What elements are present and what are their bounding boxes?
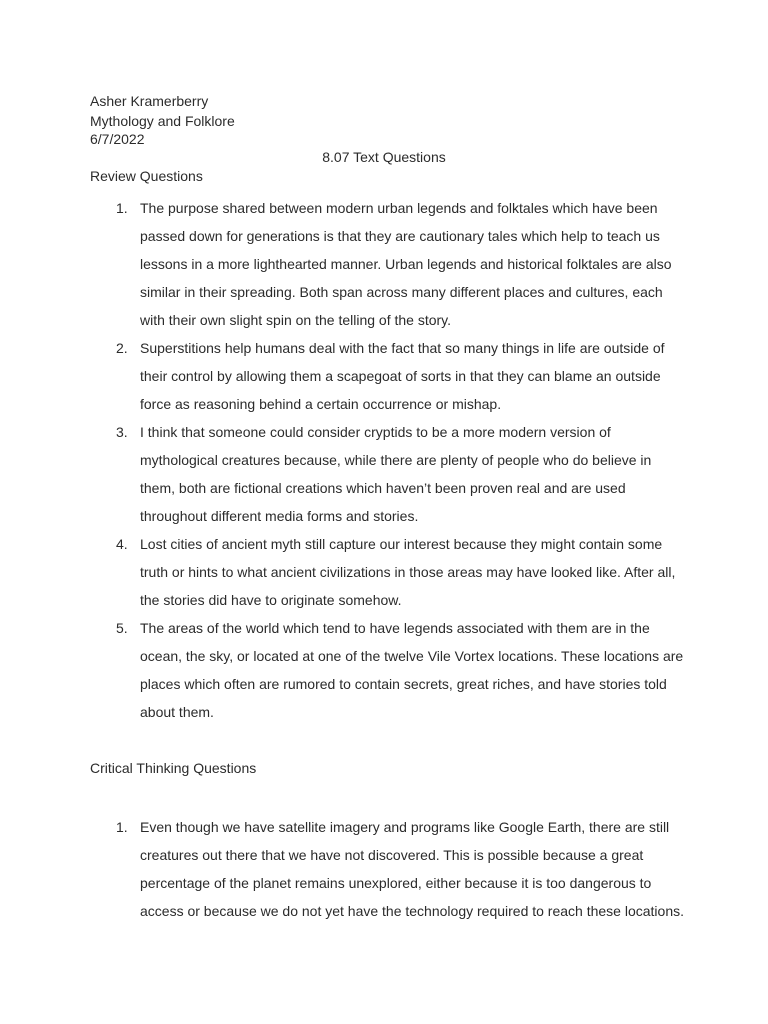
item-text: Superstitions help humans deal with the fact that so many things in life are outside of their control by allowing them a scapegoat of sorts in that they can blame an outside force as reasoning behind a certain occurrence or mishap. xyxy=(140,340,665,412)
item-text: The purpose shared between modern urban legends and folktales which have been passed down for generations is that they are cautionary tales which help to teach us lessons in a more lighthearted manner. Urban legends and historical folktales are also similar in their spreading. Both span across many different places and cultures, each with their own slight spin on the telling of the story. xyxy=(140,200,672,328)
item-text: Lost cities of ancient myth still capture our interest because they might contain some truth or hints to what ancient civilizations in those areas may have looked like. After all, the stories did have to originate somehow. xyxy=(140,536,676,608)
item-number: 3. xyxy=(116,424,128,440)
item-number: 1. xyxy=(116,819,128,835)
critical-thinking-heading: Critical Thinking Questions xyxy=(90,760,257,776)
item-number: 5. xyxy=(116,620,128,636)
item-number: 4. xyxy=(116,536,128,552)
item-text: Even though we have satellite imagery and programs like Google Earth, there are still creatures out there that we have not discovered. This is possible because a great percentage of the planet remains unexplored, either because it is too dangerous to access or because we do not yet have the technology required to reach these locations. xyxy=(140,819,685,919)
critical-thinking-list xyxy=(90,813,690,925)
list-item xyxy=(90,418,690,530)
author-name: Asher Kramerberry xyxy=(90,93,209,109)
list-item xyxy=(90,813,690,925)
document-date: 6/7/2022 xyxy=(90,131,145,147)
review-questions-list xyxy=(90,194,690,726)
document-title: 8.07 Text Questions xyxy=(322,149,446,165)
item-number: 2. xyxy=(116,340,128,356)
list-item xyxy=(90,530,690,614)
list-item xyxy=(90,614,690,726)
item-text: The areas of the world which tend to have legends associated with them are in the ocean, the sky, or located at one of the twelve Vile Vortex locations. These locations are places which often are rumored to contain secrets, great riches, and have stories told about them. xyxy=(140,620,684,720)
list-item xyxy=(90,194,690,334)
item-text: I think that someone could consider cryptids to be a more modern version of mythological creatures because, while there are plenty of people who do believe in them, both are fictional creations which haven’t been proven real and are used throughout different media forms and stories. xyxy=(140,424,652,524)
list-item xyxy=(90,334,690,418)
item-number: 1. xyxy=(116,200,128,216)
course-name: Mythology and Folklore xyxy=(90,113,235,129)
review-questions-heading: Review Questions xyxy=(90,168,203,184)
